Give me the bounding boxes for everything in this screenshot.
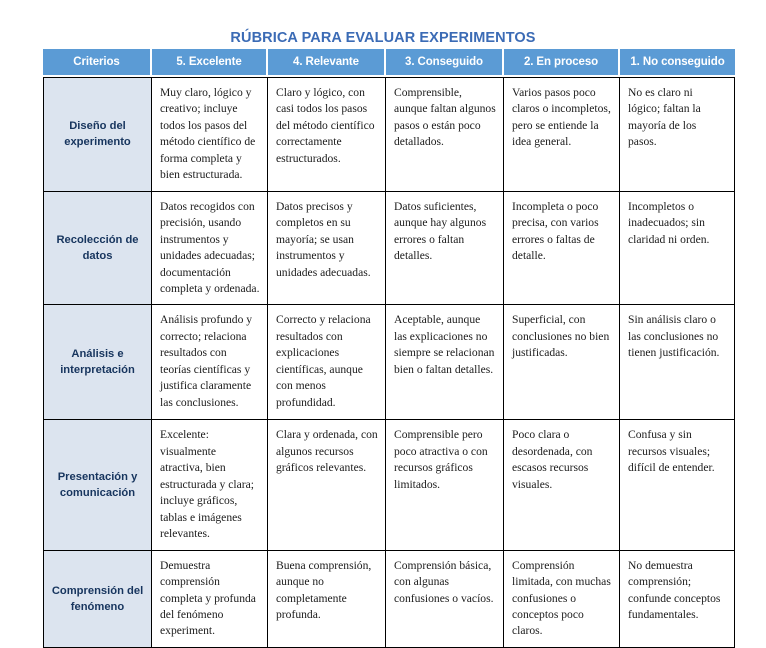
column-header-level-5: 5. Excelente bbox=[152, 49, 268, 77]
descriptor-cell: Datos precisos y completos en su mayoría; se usan instrumentos y unidades adecuadas. bbox=[268, 192, 386, 306]
table-row bbox=[43, 77, 735, 192]
descriptor-cell: Comprensible, aunque faltan algunos pasos o están poco detallados. bbox=[386, 77, 504, 192]
descriptor-cell: No demuestra comprensión; confunde conceptos fundamentales. bbox=[620, 551, 735, 648]
criterion-label: Diseño del experimento bbox=[43, 77, 152, 192]
page-title: RÚBRICA PARA EVALUAR EXPERIMENTOS bbox=[230, 30, 536, 46]
table-row bbox=[43, 305, 735, 420]
header-row bbox=[43, 49, 735, 77]
column-header-level-3: 3. Conseguido bbox=[386, 49, 504, 77]
descriptor-cell: Incompletos o inadecuados; sin claridad ni orden. bbox=[620, 192, 735, 306]
column-header-level-4: 4. Relevante bbox=[268, 49, 386, 77]
table-row bbox=[43, 192, 735, 306]
descriptor-cell: Clara y ordenada, con algunos recursos gráficos relevantes. bbox=[268, 420, 386, 550]
descriptor-cell: Buena comprensión, aunque no completamente profunda. bbox=[268, 551, 386, 648]
table-body bbox=[43, 77, 735, 648]
column-header-criterios: Criterios bbox=[43, 49, 152, 77]
rubric-table-container bbox=[43, 49, 735, 648]
table-header bbox=[43, 49, 735, 77]
descriptor-cell: Análisis profundo y correcto; relaciona resultados con teorías científicas y justifica claramente las conclusiones. bbox=[152, 305, 268, 420]
descriptor-cell: Claro y lógico, con casi todos los pasos del método científico correctamente estructurados. bbox=[268, 77, 386, 192]
descriptor-cell: Confusa y sin recursos visuales; difícil de entender. bbox=[620, 420, 735, 550]
descriptor-cell: Comprensible pero poco atractiva o con recursos gráficos limitados. bbox=[386, 420, 504, 550]
descriptor-cell: Correcto y relaciona resultados con explicaciones científicas, aunque con menos profundidad. bbox=[268, 305, 386, 420]
descriptor-cell: Datos recogidos con precisión, usando instrumentos y unidades adecuadas; documentación completa y ordenada. bbox=[152, 192, 268, 306]
descriptor-cell: Muy claro, lógico y creativo; incluye todos los pasos del método científico de forma completa y bien estructurada. bbox=[152, 77, 268, 192]
criterion-label: Presentación y comunicación bbox=[43, 420, 152, 550]
descriptor-cell: Demuestra comprensión completa y profunda del fenómeno experiment. bbox=[152, 551, 268, 648]
rubric-table bbox=[43, 49, 735, 648]
descriptor-cell: Datos suficientes, aunque hay algunos errores o faltan detalles. bbox=[386, 192, 504, 306]
descriptor-cell: No es claro ni lógico; faltan la mayoría de los pasos. bbox=[620, 77, 735, 192]
criterion-label: Recolección de datos bbox=[43, 192, 152, 306]
column-header-level-1: 1. No conseguido bbox=[620, 49, 735, 77]
descriptor-cell: Poco clara o desordenada, con escasos recursos visuales. bbox=[504, 420, 620, 550]
criterion-label: Análisis e interpretación bbox=[43, 305, 152, 420]
descriptor-cell: Comprensión limitada, con muchas confusiones o conceptos poco claros. bbox=[504, 551, 620, 648]
descriptor-cell: Superficial, con conclusiones no bien justificadas. bbox=[504, 305, 620, 420]
descriptor-cell: Incompleta o poco precisa, con varios errores o faltas de detalle. bbox=[504, 192, 620, 306]
criterion-label: Comprensión del fenómeno bbox=[43, 551, 152, 648]
column-header-level-2: 2. En proceso bbox=[504, 49, 620, 77]
descriptor-cell: Excelente: visualmente atractiva, bien estructurada y clara; incluye gráficos, tablas e imágenes relevantes. bbox=[152, 420, 268, 550]
table-row bbox=[43, 551, 735, 648]
descriptor-cell: Sin análisis claro o las conclusiones no tienen justificación. bbox=[620, 305, 735, 420]
descriptor-cell: Varios pasos poco claros o incompletos, pero se entiende la idea general. bbox=[504, 77, 620, 192]
table-row bbox=[43, 420, 735, 550]
descriptor-cell: Aceptable, aunque las explicaciones no siempre se relacionan bien o faltan detalles. bbox=[386, 305, 504, 420]
descriptor-cell: Comprensión básica, con algunas confusiones o vacíos. bbox=[386, 551, 504, 648]
